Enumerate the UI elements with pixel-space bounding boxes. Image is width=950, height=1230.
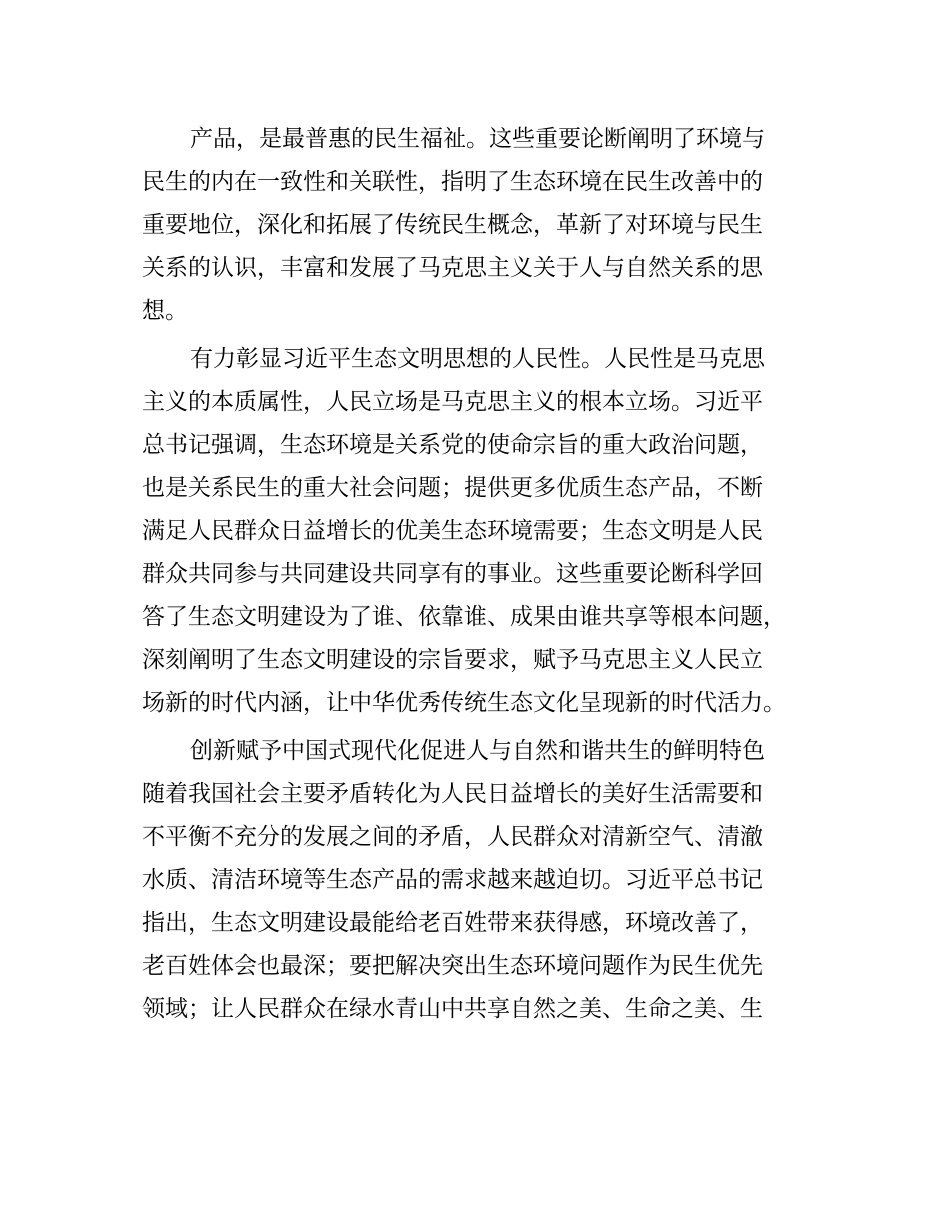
text-line: 领域；让人民群众在绿水青山中共享自然之美、生命之美、生 — [142, 996, 763, 1022]
text-line: 指出，生态文明建设最能给老百姓带来获得感，环境改善了， — [142, 910, 763, 936]
document-body — [142, 118, 822, 1031]
paragraph-1 — [142, 118, 822, 333]
text-line: 水质、清洁环境等生态产品的需求越来越迫切。习近平总书记 — [142, 867, 763, 893]
text-line: 老百姓体会也最深；要把解决突出生态环境问题作为民生优先 — [142, 953, 763, 979]
text-line: 想。 — [142, 298, 188, 324]
text-line: 重要地位，深化和拓展了传统民生概念，革新了对环境与民生 — [142, 212, 763, 238]
text-line: 主义的本质属性，人民立场是马克思主义的根本立场。习近平 — [142, 389, 763, 415]
paragraph-2 — [142, 338, 822, 725]
text-line: 不平衡不充分的发展之间的矛盾，人民群众对清新空气、清澈 — [142, 824, 763, 850]
text-line: 总书记强调，生态环境是关系党的使命宗旨的重大政治问题， — [142, 432, 763, 458]
text-line: 满足人民群众日益增长的优美生态环境需要；生态文明是人民 — [142, 518, 763, 544]
text-line: 场新的时代内涵，让中华优秀传统生态文化呈现新的时代活力。 — [142, 690, 786, 716]
text-line: 创新赋予中国式现代化促进人与自然和谐共生的鲜明特色 — [190, 738, 765, 764]
text-line: 随着我国社会主要矛盾转化为人民日益增长的美好生活需要和 — [142, 781, 763, 807]
text-line: 民生的内在一致性和关联性，指明了生态环境在民生改善中的 — [142, 169, 763, 195]
text-line: 也是关系民生的重大社会问题；提供更多优质生态产品，不断 — [142, 475, 763, 501]
text-line: 关系的认识，丰富和发展了马克思主义关于人与自然关系的思 — [142, 255, 763, 281]
text-line: 答了生态文明建设为了谁、依靠谁、成果由谁共享等根本问题， — [142, 604, 786, 630]
paragraph-3 — [142, 730, 822, 1031]
text-line: 群众共同参与共同建设共同享有的事业。这些重要论断科学回 — [142, 561, 763, 587]
text-line: 有力彰显习近平生态文明思想的人民性。人民性是马克思 — [190, 346, 765, 372]
text-line: 深刻阐明了生态文明建设的宗旨要求，赋予马克思主义人民立 — [142, 647, 763, 673]
text-line: 产品，是最普惠的民生福祉。这些重要论断阐明了环境与 — [190, 126, 765, 152]
